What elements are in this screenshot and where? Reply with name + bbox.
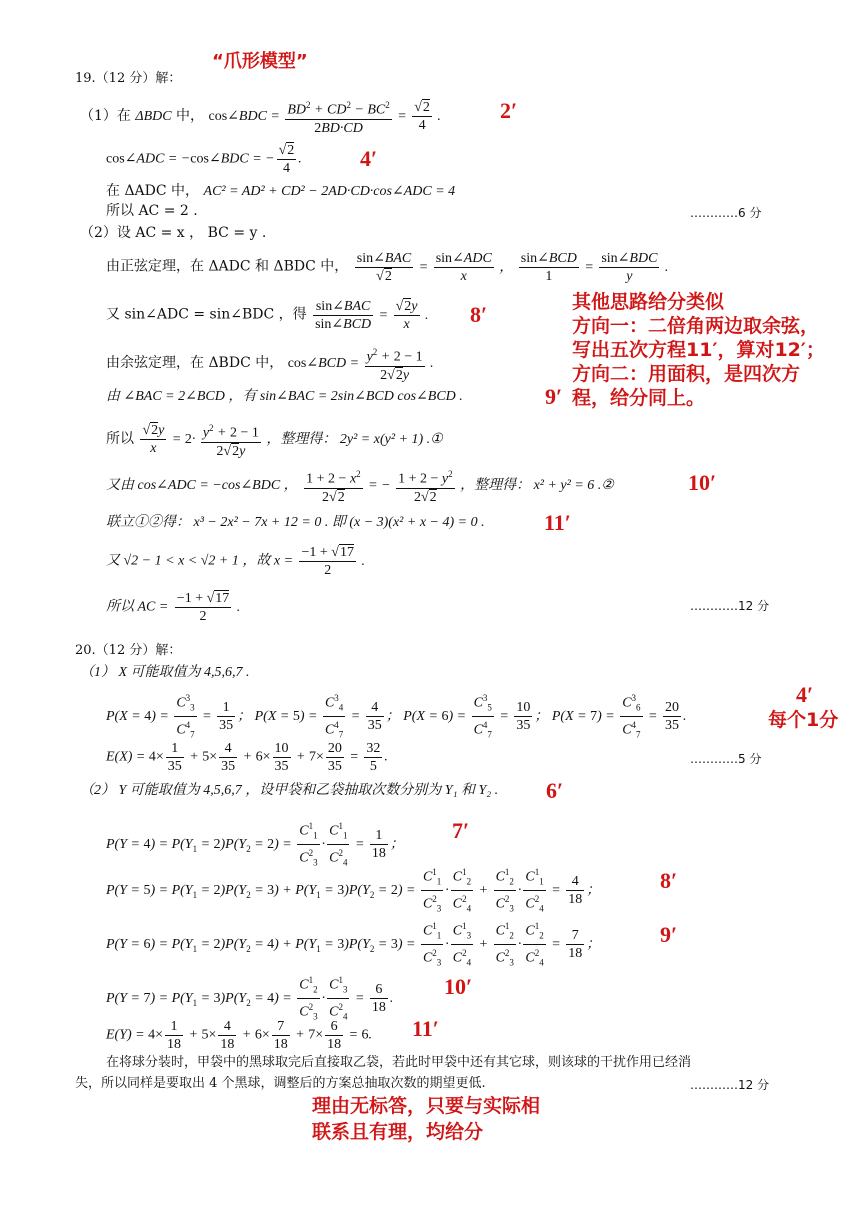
so-line	[106, 420, 443, 460]
so-eq: $\frac{√2y}{x}$ = 2· $\frac{y^2 + 2 - 1}{2√2y}$	[138, 432, 266, 447]
paragraph-2: 失，所以同样是要取出 4 个黑球，调整后的方案总抽取次数的期望更低.	[75, 1076, 486, 1091]
score-6: 6′	[546, 778, 564, 803]
ey-line: E(Y) = 4× $\frac{1}{18}$ + 5× $\frac{4}{18}$ + 6× $\frac{7}{18}$ + 7× $\frac{6}{18}$ = 6.	[106, 1019, 373, 1052]
final-label: 所以 AC =	[106, 599, 169, 615]
angle-relation-line: 由 ∠BAC = 2∠BCD ，有 sin∠BAC = 2sin∠BCD cos∠BCD .	[106, 389, 463, 404]
score-10b: 10′	[444, 974, 473, 999]
ratio-eq: $\frac{\text{sin∠BAC}}{\text{sin∠BCD}}$ = $\frac{√2y}{x}$ .	[315, 299, 429, 332]
score-7: 7′	[452, 818, 470, 843]
cos-bcd-eq: cos∠BCD = $\frac{y^2 + 2 - 1}{2√2y}$ .	[288, 356, 434, 371]
triangle-bdc: ΔBDC	[135, 109, 172, 125]
ex-line: E(X) = 4× $\frac{1}{35}$ + 5× $\frac{4}{35}$ + 6× $\frac{10}{35}$ + 7× $\frac{20}{35}$ = $\frac{32}{5}$ .	[106, 741, 388, 774]
also-sin-line	[106, 298, 429, 333]
score-2: 2′	[500, 98, 518, 123]
reason-note-1: 理由无标答，只要与实际相	[312, 1095, 541, 1117]
score-9b: 9′	[660, 922, 678, 947]
also2-label: 又由 cos∠ADC = −cos∠BDC ，	[106, 478, 298, 494]
note-5: 程，给分同上。	[572, 387, 706, 409]
dots-6: …………6 分	[690, 206, 762, 220]
score-11b: 11′	[412, 1016, 439, 1041]
simplify2: ，整理得： x² + y² = 6 .②	[460, 478, 614, 494]
also2-line	[106, 466, 614, 506]
note-4: 方向二：用面积，是四次方	[572, 363, 801, 385]
range-line	[106, 544, 365, 579]
dots-5: …………5 分	[690, 752, 762, 766]
sine-law-label: 由正弦定理，在 ΔADC 和 ΔBDC 中，	[106, 258, 349, 275]
combine-line: 联立①②得： x³ − 2x² − 7x + 12 = 0 . 即 (x − 3)(x² + x − 4) = 0 .	[106, 515, 485, 530]
score-8b: 8′	[660, 868, 678, 893]
so-ac-line: 所以 AC = 2 .	[106, 203, 198, 219]
dots-12-q19: …………12 分	[690, 599, 770, 613]
q20-part1: （1） X 可能取值为 4,5,6,7 .	[80, 665, 250, 680]
triangle-adc-label: 在 ΔADC 中，	[106, 183, 200, 199]
triangle-adc-line	[106, 182, 455, 201]
cos-law-line	[106, 344, 434, 384]
reason-note-2: 联系且有理，均给分	[312, 1121, 484, 1143]
q19-part1-mid: 中，	[176, 108, 205, 125]
q19-part1-label: （1）在	[80, 108, 131, 125]
annotation-title: “爪形模型”	[212, 51, 308, 72]
py4-line: $P(Y = 4) = P(Y_1 = 2)P(Y_2 = 2)$ = $\frac{C^1_1}{C^2_3}$ · $\frac{C^1_1}{C^2_4}$ = $\frac{1}{18}$ ；	[106, 818, 404, 872]
ac-squared-eq: AC² = AD² + CD² − 2AD·CD·cos∠ADC = 4	[203, 184, 456, 199]
final-line	[106, 590, 240, 625]
q19-heading: 19.（12 分）解：	[75, 71, 182, 86]
sine-law-eq1: $\frac{\text{sin∠BAC}}{√2}$ = $\frac{\text{sin∠ADC}}{x}$ ， $\frac{\text{sin∠BCD}}{1}$ = $\frac{\text{sin∠BDC}}{y}$ .	[356, 251, 669, 284]
score-11: 11′	[544, 510, 571, 535]
cos-law-label: 由余弦定理，在 ΔBDC 中，	[106, 355, 284, 372]
q20-part2: （2） Y 可能取值为 4,5,6,7 ，设甲袋和乙袋抽取次数分别为 Y₁ 和 Y₂ .	[80, 783, 499, 798]
note-3: 写出五次方程11′，算对12′；	[572, 339, 825, 361]
score-8: 8′	[470, 302, 488, 327]
score-10: 10′	[688, 470, 717, 495]
so-label: 所以	[106, 431, 134, 448]
q19-part1-line	[80, 97, 441, 137]
note-1: 其他思路给分类似	[572, 291, 725, 313]
score-4-q20: 4′	[796, 682, 814, 707]
simplify1: ，整理得： 2y² = x(y² + 1) .①	[266, 432, 443, 448]
q20-heading: 20.（12 分）解：	[75, 643, 182, 658]
each-1-point: 每个1分	[768, 709, 839, 731]
py5-line: $P(Y = 5) = P(Y_1 = 2)P(Y_2 = 3) + P(Y_1 = 3)P(Y_2 = 2)$ = $\frac{C^1_1}{C^2_3}$ · $\frac{C^1_2}{C^2_4}$ + $\frac{C^1_2}{C^2_3}$ · $\frac{C^1_1}{C^2_4}$ = $\frac{4}{18}$ ；	[106, 864, 600, 918]
final-value: $\frac{-1 + √17}{2}$ .	[176, 591, 241, 624]
py7-line: $P(Y = 7) = P(Y_1 = 3)P(Y_2 = 4)$ = $\frac{C^1_2}{C^2_3}$ · $\frac{C^1_3}{C^2_4}$ = $\frac{6}{18}$ .	[106, 972, 393, 1026]
also2-eq: $\frac{1 + 2 - x^2}{2√2}$ = − $\frac{1 + 2 - y^2}{2√2}$	[302, 478, 460, 493]
range-label: 又 √2 − 1 < x < √2 + 1 ，故 x =	[106, 553, 294, 569]
sine-law-line	[106, 250, 668, 285]
x-value: $\frac{-1 + √17}{2}$ .	[301, 545, 365, 578]
dots-12-q20: …………12 分	[690, 1078, 770, 1092]
px-line: P(X = 4) = $\frac{C^3_3}{C^4_7}$ = $\frac{1}{35}$ ； P(X = 5) = $\frac{C^3_4}{C^4_7}$ = $\frac{4}{35}$ ； P(X = 6) = $\frac{C^3_5}{C^4_7}$ = $\frac{10}{35}$ ； P(X = 7) = $\frac{C^3_6}{C^4_7}$ = $\frac{20}{35}$ .	[106, 690, 687, 744]
cos-bdc-formula: cos∠BDC = $\frac{BD^2 + CD^2 - BC^2}{2BD\cdot CD}$ = $\frac{√2}{4}$ .	[209, 109, 441, 124]
score-4: 4′	[360, 146, 378, 171]
paragraph-1: 在将球分装时，甲袋中的黑球取完后直接取乙袋，若此时甲袋中还有其它球，则该球的干扰作用已经消	[106, 1055, 692, 1070]
cos-adc-line: cos∠ADC = −cos∠BDC = − $\frac{√2}{4}$ .	[106, 143, 302, 176]
note-2: 方向一：二倍角两边取余弦，	[572, 315, 820, 337]
also-sin-label: 又 sin∠ADC = sin∠BDC ，得	[106, 306, 307, 323]
py6-line: $P(Y = 6) = P(Y_1 = 2)P(Y_2 = 4) + P(Y_1 = 3)P(Y_2 = 3)$ = $\frac{C^1_1}{C^2_3}$ · $\frac{C^1_3}{C^2_4}$ + $\frac{C^1_2}{C^2_3}$ · $\frac{C^1_2}{C^2_4}$ = $\frac{7}{18}$ ；	[106, 918, 600, 972]
q19-part2: （2）设 AC = x ， BC = y .	[80, 225, 267, 241]
score-9: 9′	[545, 384, 563, 409]
